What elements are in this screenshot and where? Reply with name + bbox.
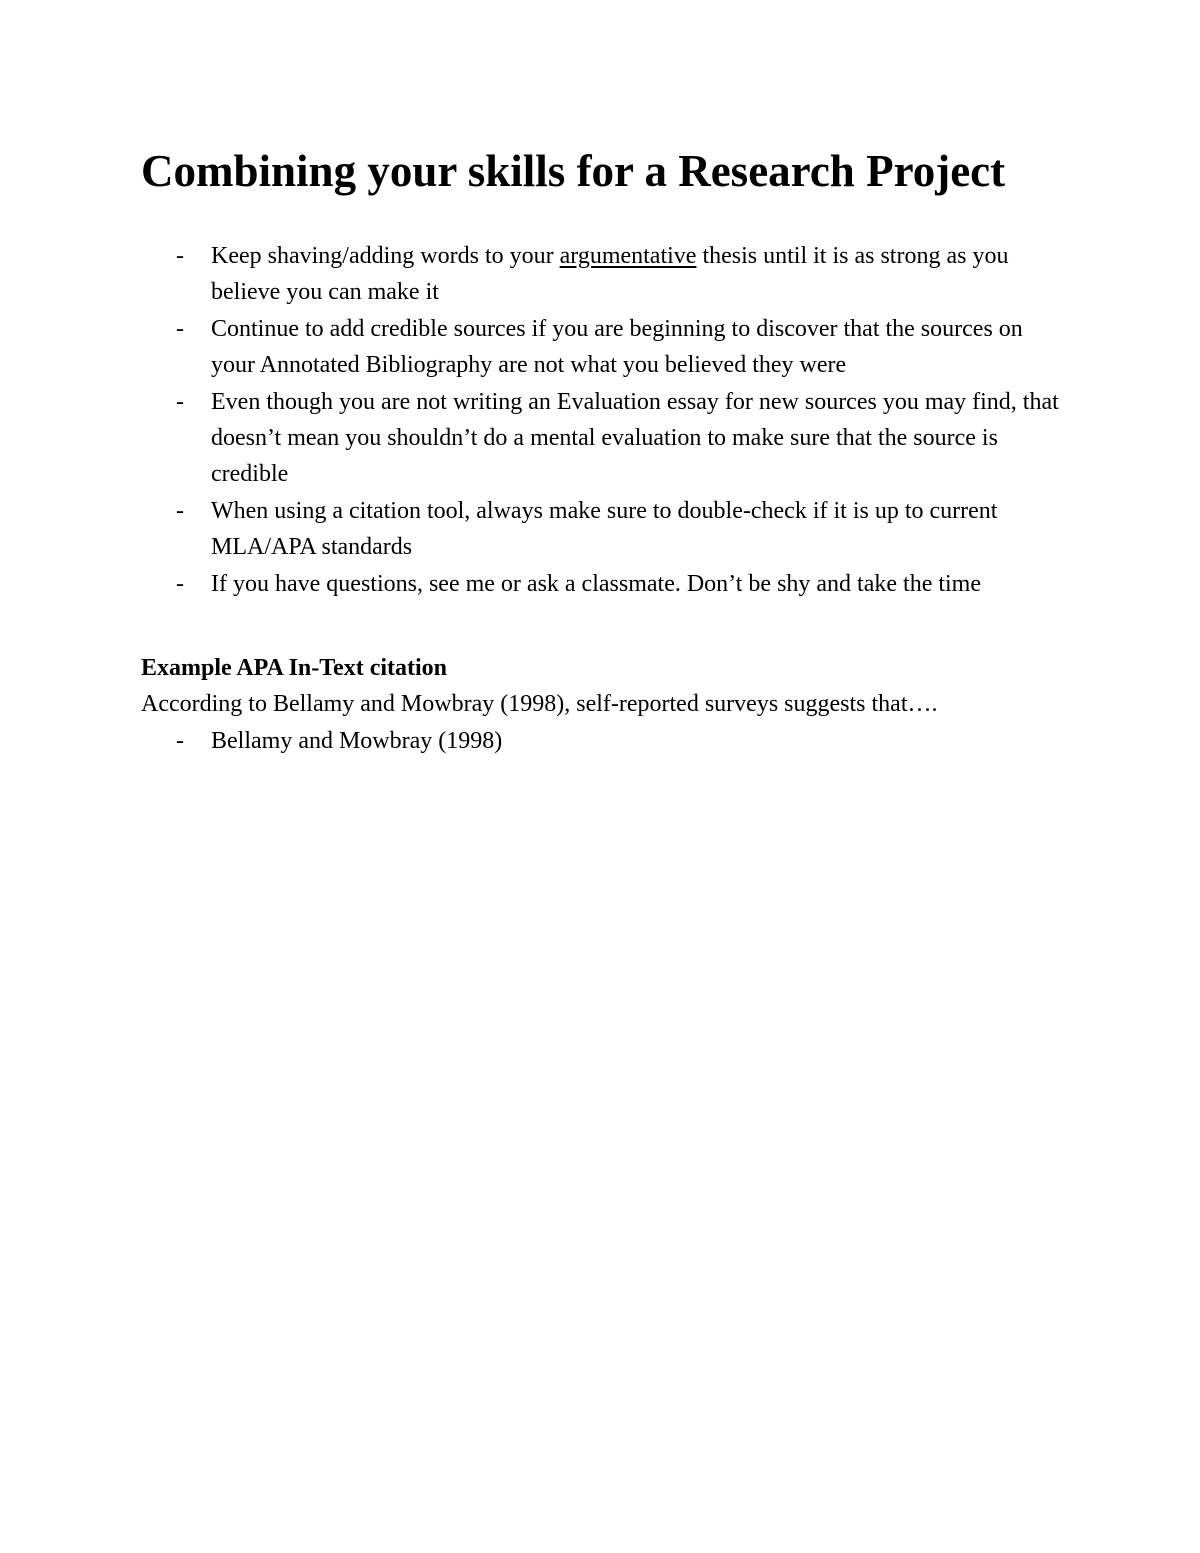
page-title: Combining your skills for a Research Project: [141, 146, 1006, 196]
list-item: [141, 238, 1061, 311]
bullet-dash: -: [176, 727, 184, 754]
list-item: [141, 311, 1061, 384]
bullet-dash: -: [176, 243, 184, 269]
list-item-text-after: thesis until it is as strong as you believe you can make it: [211, 243, 1009, 306]
bullet-dash: -: [176, 570, 184, 597]
list-item: [141, 723, 1061, 759]
list-item-text: If you have questions, see me or ask a classmate. Don’t be shy and take the time: [211, 570, 982, 597]
bullet-dash: -: [176, 315, 184, 342]
list-item-text: Continue to add credible sources if you are beginning to discover that the sources on your Annotated Bibliography are not what you believed they were: [211, 315, 1023, 379]
bullet-dash: -: [176, 497, 184, 524]
list-item: [141, 566, 1061, 602]
document-content: [141, 140, 1061, 759]
example-list: [141, 723, 1061, 759]
bullet-dash: -: [176, 388, 184, 415]
list-item-text-before: Keep shaving/adding words to your: [211, 243, 560, 269]
list-item-text: Bellamy and Mowbray (1998): [211, 727, 503, 754]
list-item-text: When using a citation tool, always make sure to double-check if it is up to current MLA/APA standards: [211, 497, 998, 561]
example-sentence: According to Bellamy and Mowbray (1998), self-reported surveys suggests that….: [141, 691, 938, 718]
list-item: [141, 493, 1061, 566]
underlined-word: argumentative: [559, 243, 697, 269]
list-item: [141, 384, 1061, 493]
tips-list: [141, 238, 1061, 602]
list-item-text: Even though you are not writing an Evaluation essay for new sources you may find, that doesn’t mean you shouldn’t do a mental evaluation to make sure that the source is credible: [211, 388, 1059, 488]
example-heading: Example APA In-Text citation: [141, 655, 448, 682]
